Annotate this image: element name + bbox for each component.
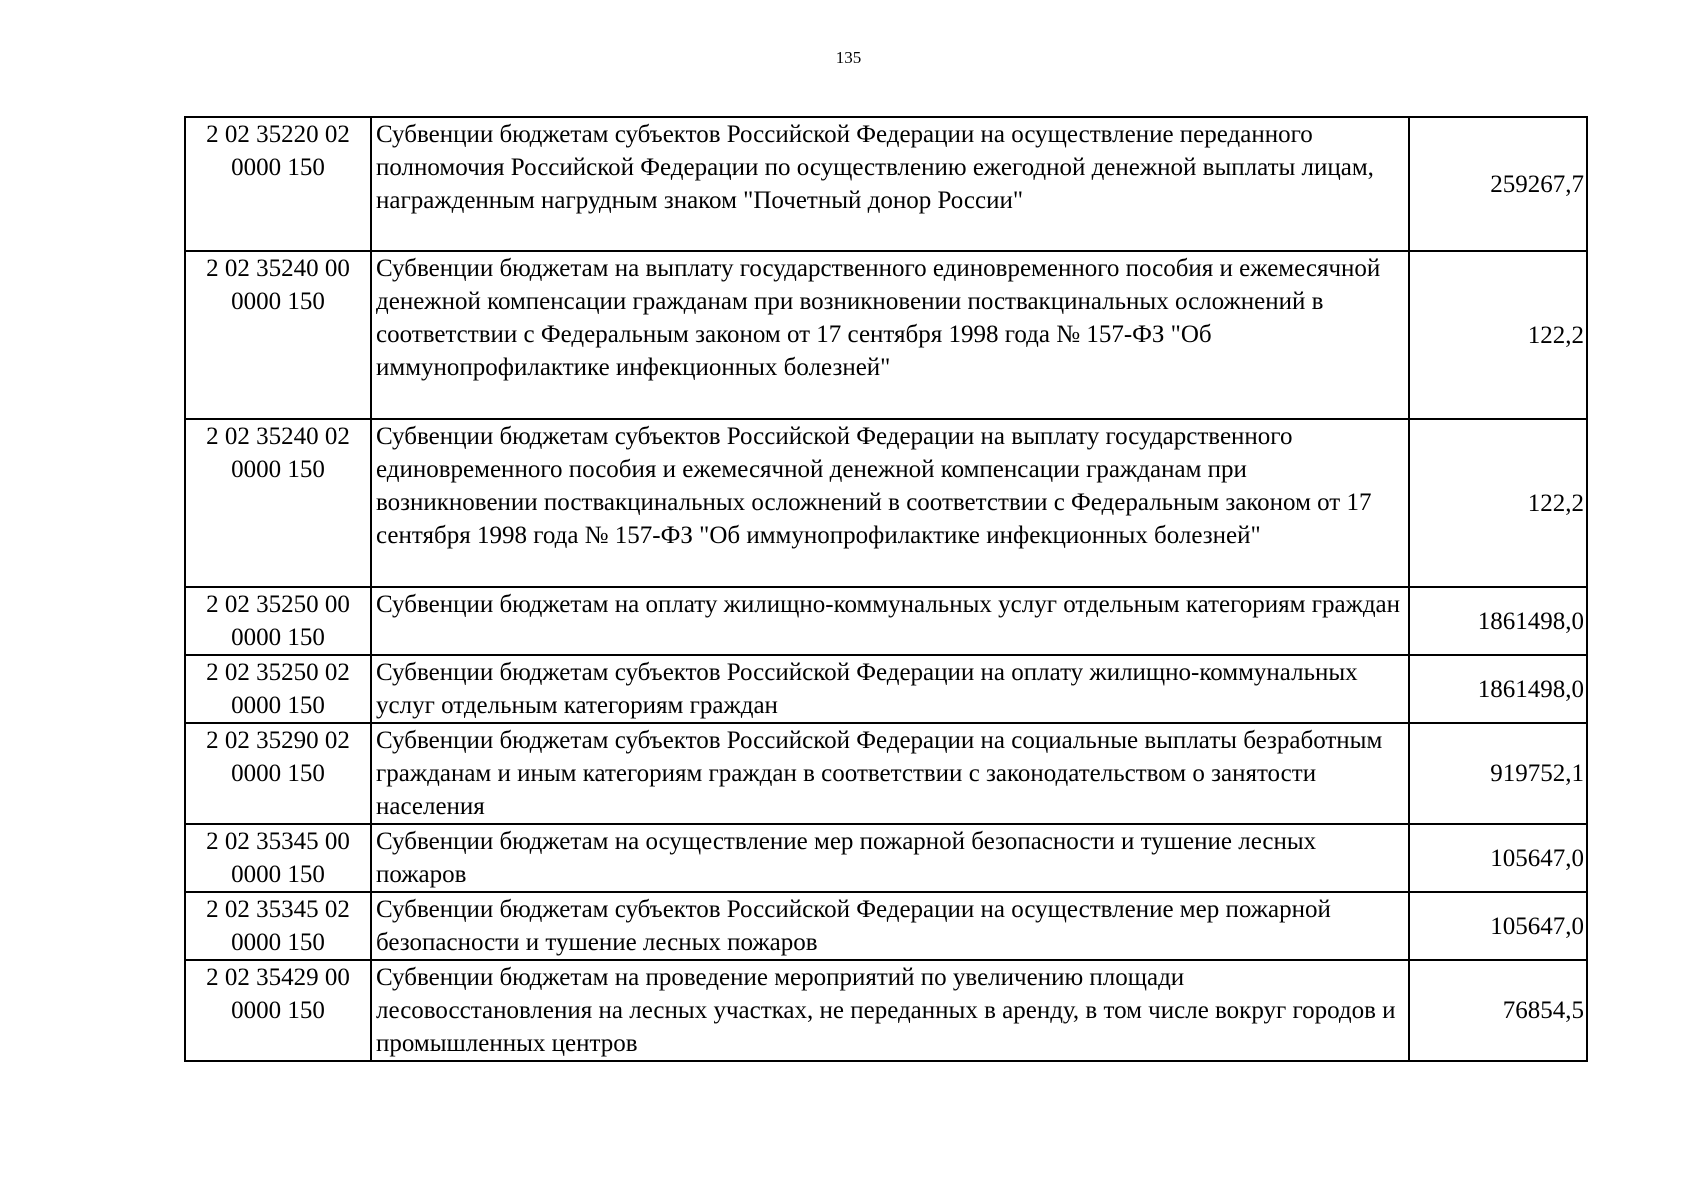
income-name-cell: Субвенции бюджетам на выплату государственного единовременного пособия и ежемесячной денежной компенсации гражданам при возникновении поствакцинальных осложнений в соответствии с Федеральным законом от 17 сентября 1998 года № 157-ФЗ "Об иммунопрофилактике инфекционных болезней" xyxy=(371,251,1409,419)
table-row xyxy=(185,892,1587,960)
budget-code-cell xyxy=(185,251,371,419)
page-number: 135 xyxy=(835,48,862,67)
budget-code-line: 0000 150 xyxy=(231,997,325,1024)
budget-table xyxy=(184,116,1588,1062)
table-row xyxy=(185,117,1587,251)
budget-code-cell xyxy=(185,960,371,1061)
budget-code-line: 2 02 35345 02 xyxy=(206,896,350,923)
budget-code-cell xyxy=(185,587,371,655)
budget-code-line: 0000 150 xyxy=(231,760,325,787)
budget-code-line: 0000 150 xyxy=(231,692,325,719)
budget-code-line: 2 02 35240 00 xyxy=(206,255,350,282)
amount-cell: 1861498,0 xyxy=(1409,655,1587,723)
table-row xyxy=(185,960,1587,1061)
budget-code-cell xyxy=(185,824,371,892)
amount-cell: 76854,5 xyxy=(1409,960,1587,1061)
amount-cell: 105647,0 xyxy=(1409,892,1587,960)
budget-code-cell xyxy=(185,723,371,824)
budget-code-cell xyxy=(185,892,371,960)
table-row xyxy=(185,419,1587,587)
amount-cell: 122,2 xyxy=(1409,419,1587,587)
budget-code-line: 0000 150 xyxy=(231,861,325,888)
table-row xyxy=(185,251,1587,419)
table-row xyxy=(185,723,1587,824)
table-row xyxy=(185,824,1587,892)
income-name-cell: Субвенции бюджетам субъектов Российской Федерации на выплату государственного единовременного пособия и ежемесячной денежной компенсации гражданам при возникновении поствакцинальных осложнений в соответствии с Федеральным законом от 17 сентября 1998 года № 157-ФЗ "Об иммунопрофилактике инфекционных болезней" xyxy=(371,419,1409,587)
budget-code-line: 0000 150 xyxy=(231,154,325,181)
amount-cell: 105647,0 xyxy=(1409,824,1587,892)
income-name-cell: Субвенции бюджетам на оплату жилищно-коммунальных услуг отдельным категориям граждан xyxy=(371,587,1409,655)
budget-code-line: 0000 150 xyxy=(231,929,325,956)
income-name-cell: Субвенции бюджетам субъектов Российской Федерации на оплату жилищно-коммунальных услуг отдельным категориям граждан xyxy=(371,655,1409,723)
budget-code-cell xyxy=(185,655,371,723)
amount-cell: 1861498,0 xyxy=(1409,587,1587,655)
budget-code-cell xyxy=(185,419,371,587)
budget-code-line: 2 02 35250 02 xyxy=(206,659,350,686)
budget-code-line: 2 02 35345 00 xyxy=(206,828,350,855)
budget-code-line: 2 02 35220 02 xyxy=(206,121,350,148)
table-row xyxy=(185,587,1587,655)
income-name-cell: Субвенции бюджетам субъектов Российской Федерации на социальные выплаты безработным гражданам и иным категориям граждан в соответствии с законодательством о занятости населения xyxy=(371,723,1409,824)
budget-code-line: 0000 150 xyxy=(231,624,325,651)
amount-cell: 122,2 xyxy=(1409,251,1587,419)
amount-cell: 919752,1 xyxy=(1409,723,1587,824)
income-name-cell: Субвенции бюджетам на осуществление мер пожарной безопасности и тушение лесных пожаров xyxy=(371,824,1409,892)
budget-code-line: 2 02 35240 02 xyxy=(206,423,350,450)
amount-cell: 259267,7 xyxy=(1409,117,1587,251)
budget-code-line: 2 02 35290 02 xyxy=(206,727,350,754)
budget-code-line: 0000 150 xyxy=(231,456,325,483)
table-row xyxy=(185,655,1587,723)
budget-code-line: 2 02 35250 00 xyxy=(206,591,350,618)
income-name-cell: Субвенции бюджетам субъектов Российской Федерации на осуществление мер пожарной безопасности и тушение лесных пожаров xyxy=(371,892,1409,960)
budget-code-line: 2 02 35429 00 xyxy=(206,964,350,991)
budget-code-line: 0000 150 xyxy=(231,288,325,315)
income-name-cell: Субвенции бюджетам субъектов Российской Федерации на осуществление переданного полномочия Российской Федерации по осуществлению ежегодной денежной выплаты лицам, награжденным нагрудным знаком "Почетный донор России" xyxy=(371,117,1409,251)
budget-code-cell xyxy=(185,117,371,251)
income-name-cell: Субвенции бюджетам на проведение мероприятий по увеличению площади лесовосстановления на лесных участках, не переданных в аренду, в том числе вокруг городов и промышленных центров xyxy=(371,960,1409,1061)
